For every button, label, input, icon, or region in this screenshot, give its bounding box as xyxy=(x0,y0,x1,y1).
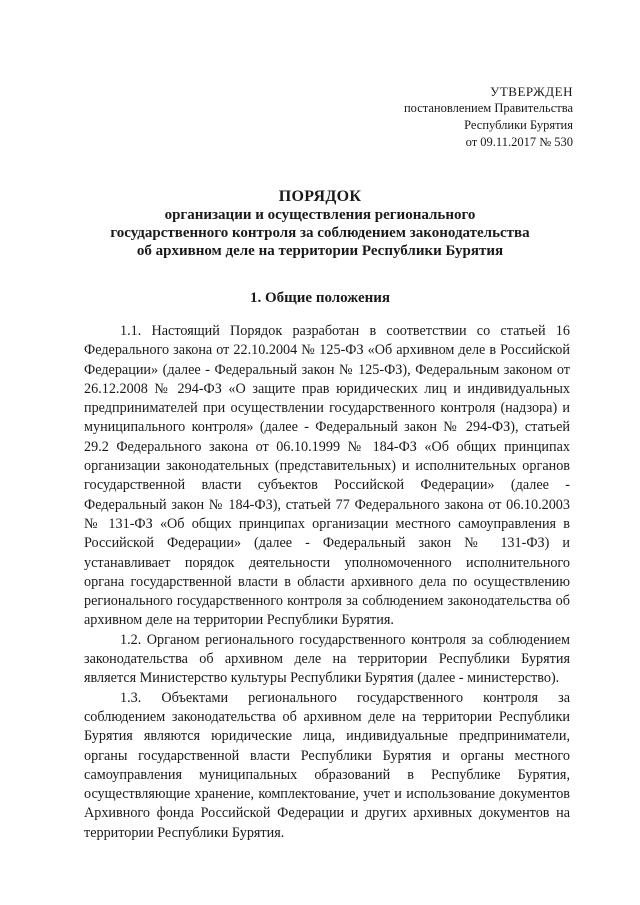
paragraph-1-3: 1.3. Объектами регионального государственного контроля за соблюдением законодательства об архивном деле на территории Республики Бурятия являются юридические лица, индивидуальные предприниматели, органы государственной власти Республики Бурятия и органы местного самоуправления муниципальных образований в Республике Бурятия, осуществляющие хранение, комплектование, учет и использование документов Архивного фонда Российской Федерации и других архивных документов на территории Республики Бурятия. xyxy=(84,689,570,841)
section-heading: 1. Общие положения xyxy=(249,290,391,306)
approval-stamp xyxy=(404,83,573,151)
document-body xyxy=(84,322,570,843)
approval-line-2: Республики Бурятия xyxy=(464,118,573,132)
title-main: ПОРЯДОК xyxy=(278,188,362,205)
paragraph-1-2: 1.2. Органом регионального государственного контроля за соблюдением законодательства об архивном деле на территории Республики Бурятия является Министерство культуры Республики Бурятия (далее - министерство). xyxy=(84,631,570,687)
approval-line-1: постановлением Правительства xyxy=(403,101,573,115)
approval-heading: УТВЕРЖДЕН xyxy=(490,84,573,99)
title-line-1: организации и осуществления регионального xyxy=(164,207,476,223)
document-title xyxy=(0,188,640,260)
title-line-2: государственного контроля за соблюдением законодательства xyxy=(110,225,530,241)
paragraph-1-1: 1.1. Настоящий Порядок разработан в соответствии со статьей 16 Федерального закона от 22.10.2004 № 125-ФЗ «Об архивном деле в Российской Федерации» (далее - Федеральный закон № 125-ФЗ), Федеральным законом от 26.12.2008 № 294-ФЗ «О защите прав юридических лиц и индивидуальных предпринимателей при осуществлении государственного контроля (надзора) и муниципального контроля» (далее - Федеральный закон № 294-ФЗ), статьей 29.2 Федерального закона от 06.10.1999 № 184-ФЗ «Об общих принципах организации законодательных (представительных) и исполнительных органов государственной власти субъектов Российской Федерации» (далее - Федеральный закон № 184-ФЗ), статьей 77 Федерального закона от 06.10.2003 № 131-ФЗ «Об общих принципах организации местного самоуправления в Российской Федерации» (далее - Федеральный закон № 131-ФЗ) и устанавливает порядок деятельности уполномоченного исполнительного органа государственной власти в области архивного дела по осуществлению регионального государственного контроля за соблюдением законодательства об архивном деле на территории Республики Бурятия. xyxy=(84,323,570,629)
approval-line-3: от 09.11.2017 № 530 xyxy=(465,135,573,149)
title-line-3: об архивном деле на территории Республики Бурятия xyxy=(136,243,504,259)
